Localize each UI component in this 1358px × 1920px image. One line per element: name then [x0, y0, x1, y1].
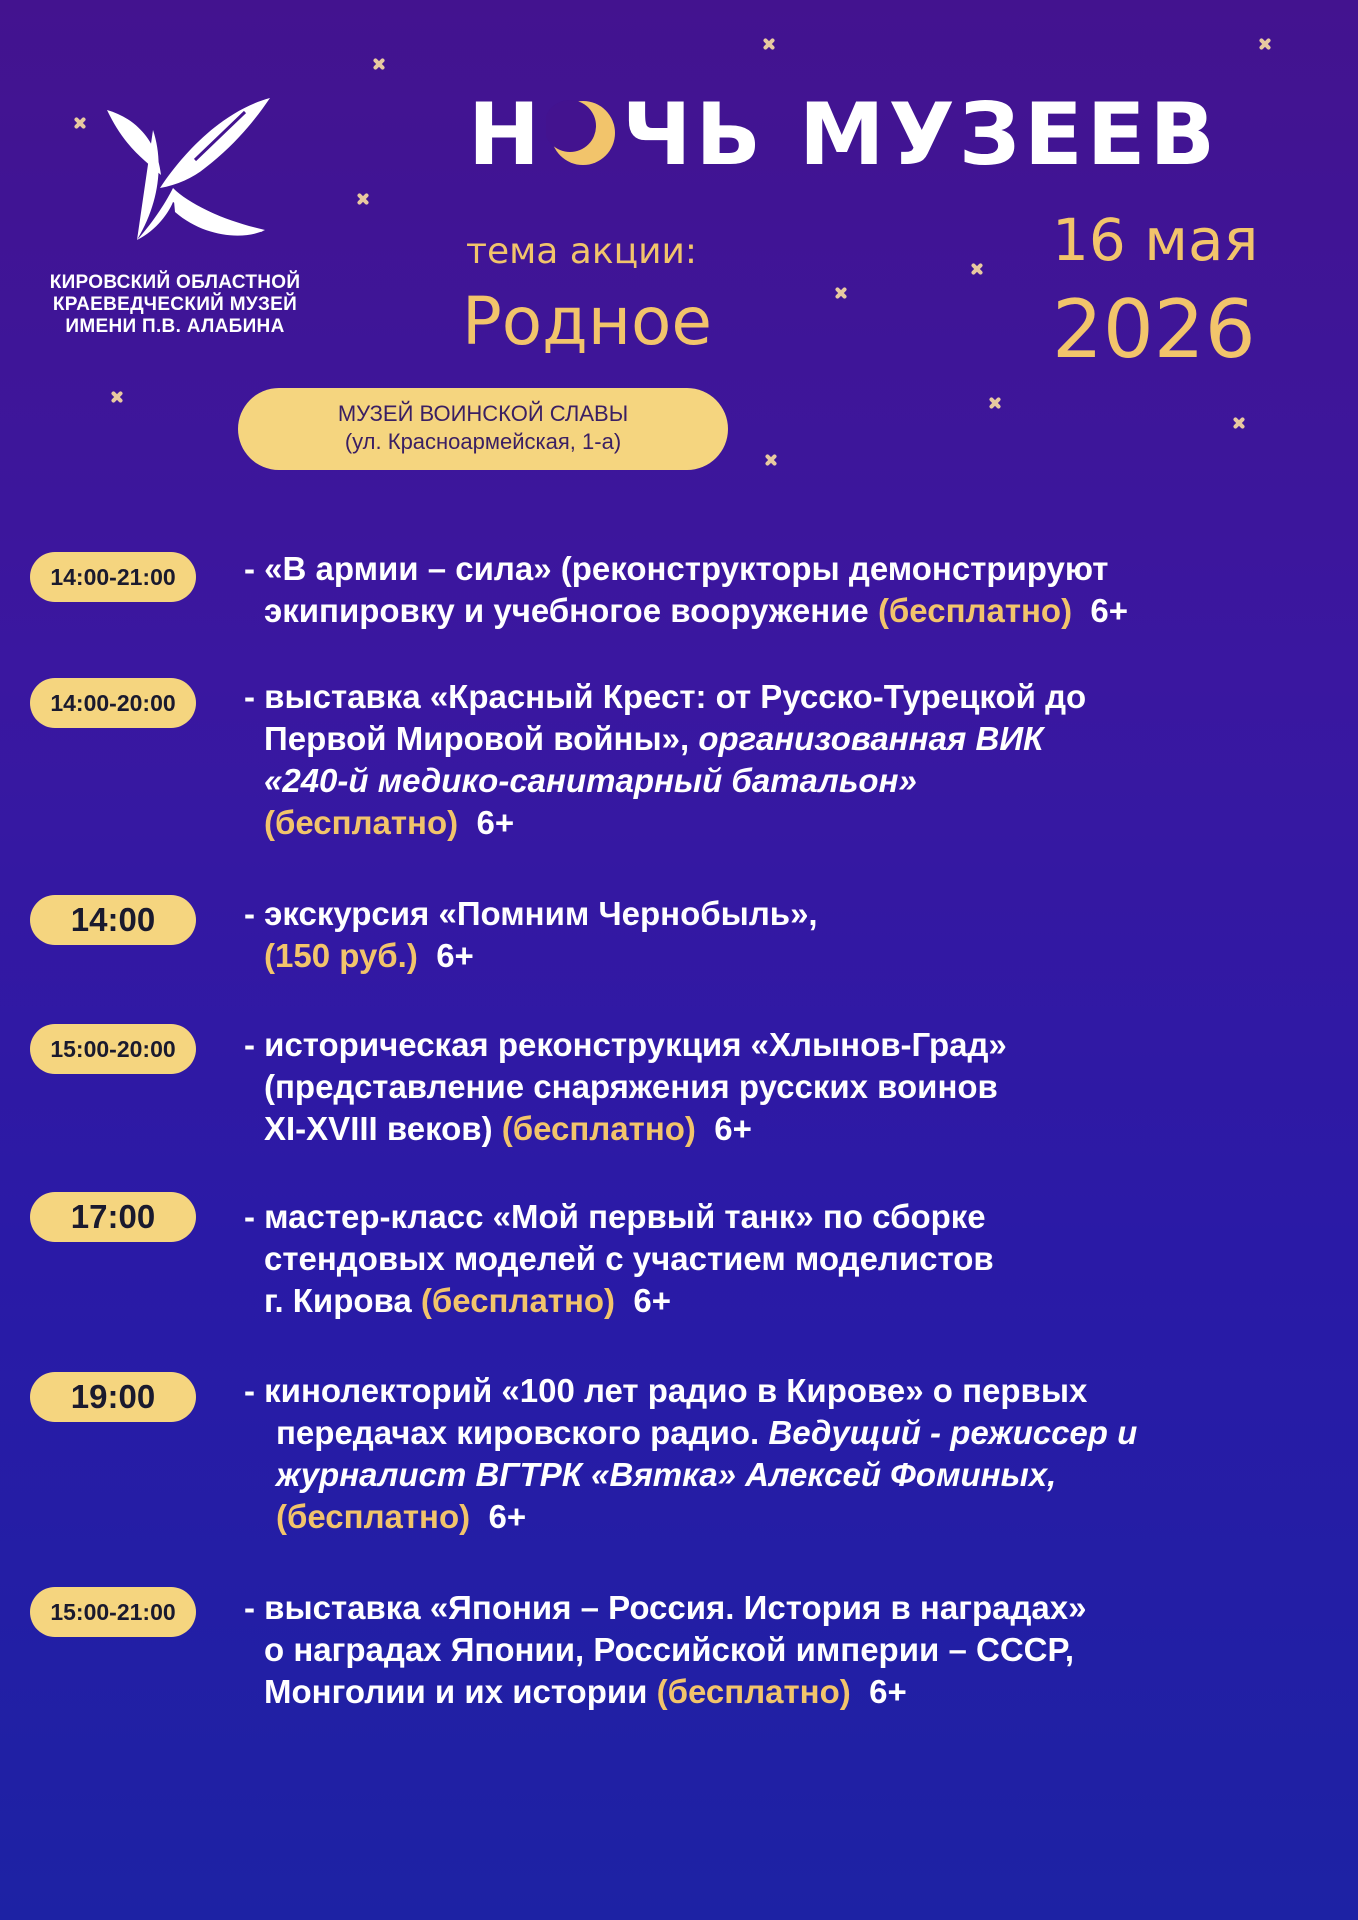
free-label: (бесплатно) [264, 804, 459, 841]
event-description [244, 893, 1334, 977]
age-rating: 6+ [436, 937, 474, 974]
age-rating: 6+ [1090, 592, 1129, 629]
event-line: - выставка «Япония – Россия. История в наградах» [244, 1589, 1087, 1626]
sparkle-star-icon [110, 390, 124, 404]
free-label: (бесплатно) [656, 1673, 851, 1710]
event-description [244, 676, 1334, 844]
sparkle-star-icon [764, 453, 778, 467]
event-text: Первой Мировой войны», [264, 720, 699, 757]
time-badge: 19:00 [30, 1372, 196, 1422]
sparkle-star-icon [970, 262, 984, 276]
time-badge: 15:00-20:00 [30, 1024, 196, 1074]
museum-name-line: ИМЕНИ П.В. АЛАБИНА [65, 316, 285, 337]
free-label: (бесплатно) [420, 1282, 616, 1319]
event-line [244, 718, 1334, 760]
venue-name: МУЗЕЙ ВОИНСКОЙ СЛАВЫ [337, 401, 629, 426]
price-label: (150 руб.) [264, 937, 418, 974]
museum-name-line: КИРОВСКИЙ ОБЛАСТНОЙ [49, 272, 301, 293]
event-text-italic: Ведущий - режиссер и [768, 1414, 1138, 1451]
event-text: Монголии и их истории [264, 1673, 657, 1710]
event-line: журналист ВГТРК «Вятка» Алексей Фоминых, [276, 1456, 1057, 1493]
time-badge: 14:00 [30, 895, 196, 945]
event-description [244, 1587, 1334, 1713]
event-line [256, 1412, 1346, 1454]
event-text: г. Кирова [264, 1282, 421, 1319]
age-rating: 6+ [633, 1282, 672, 1319]
quill-k-logo-icon [95, 90, 285, 250]
event-line: о наградах Японии, Российской империи – СССР, [264, 1631, 1075, 1668]
venue-address: (ул. Красноармейская, 1-а) [344, 429, 622, 454]
sparkle-star-icon [762, 37, 776, 51]
event-line: - выставка «Красный Крест: от Русско-Турецкой до [244, 678, 1087, 715]
sparkle-star-icon [372, 57, 386, 71]
time-badge: 14:00-21:00 [30, 552, 196, 602]
event-line [244, 802, 1334, 844]
event-line: - кинолекторий «100 лет радио в Кирове» о первых [244, 1372, 1088, 1409]
event-line [244, 1108, 1334, 1150]
sparkle-star-icon [1232, 416, 1246, 430]
age-rating: 6+ [476, 804, 515, 841]
time-badge: 15:00-21:00 [30, 1587, 196, 1637]
museum-name-line: КРАЕВЕДЧЕСКИЙ МУЗЕЙ [52, 294, 298, 315]
time-badge: 14:00-20:00 [30, 678, 196, 728]
theme-value: Родное [462, 283, 712, 360]
time-badge: 17:00 [30, 1192, 196, 1242]
sparkle-star-icon [1258, 37, 1272, 51]
event-title-part: Н [468, 85, 544, 185]
museum-name [30, 272, 320, 338]
free-label: (бесплатно) [276, 1498, 471, 1535]
venue-badge [238, 388, 728, 470]
event-description [244, 1024, 1334, 1150]
event-line: - «В армии – сила» (реконструкторы демонстрируют [244, 550, 1109, 587]
event-line: - историческая реконструкция «Хлынов-Град» [244, 1026, 1007, 1063]
event-line [256, 1496, 1346, 1538]
free-label: (бесплатно) [877, 592, 1073, 629]
event-description [244, 548, 1334, 632]
event-line [244, 935, 1334, 977]
age-rating: 6+ [869, 1673, 907, 1710]
crescent-moon-icon [546, 96, 620, 170]
event-line: - мастер-класс «Мой первый танк» по сборке [244, 1198, 986, 1235]
theme-label: тема акции: [466, 231, 698, 272]
event-text: XI-XVIII веков) [264, 1110, 502, 1147]
event-line: «240-й медико-санитарный батальон» [264, 762, 917, 799]
free-label: (бесплатно) [501, 1110, 696, 1147]
event-line: (представление снаряжения русских воинов [264, 1068, 998, 1105]
event-title-part: ЧЬ МУЗЕЕВ [621, 85, 1219, 185]
event-description [244, 1370, 1346, 1538]
event-date-day: 16 мая [1052, 206, 1259, 274]
event-text: передачах кировского радио. [276, 1414, 769, 1451]
event-title [468, 85, 1219, 185]
event-line: стендовых моделей с участием моделистов [264, 1240, 994, 1277]
sparkle-star-icon [73, 116, 87, 130]
sparkle-star-icon [988, 396, 1002, 410]
event-line [244, 590, 1334, 632]
event-line [244, 1671, 1334, 1713]
event-line [244, 1280, 1334, 1322]
age-rating: 6+ [488, 1498, 527, 1535]
event-line: - экскурсия «Помним Чернобыль», [244, 895, 818, 932]
event-text-italic: организованная ВИК [698, 720, 1044, 757]
event-text: экипировку и учебногое вооружение [264, 592, 878, 629]
sparkle-star-icon [834, 286, 848, 300]
sparkle-star-icon [356, 192, 370, 206]
event-date-year: 2026 [1052, 283, 1256, 376]
event-description [244, 1196, 1334, 1322]
age-rating: 6+ [714, 1110, 752, 1147]
